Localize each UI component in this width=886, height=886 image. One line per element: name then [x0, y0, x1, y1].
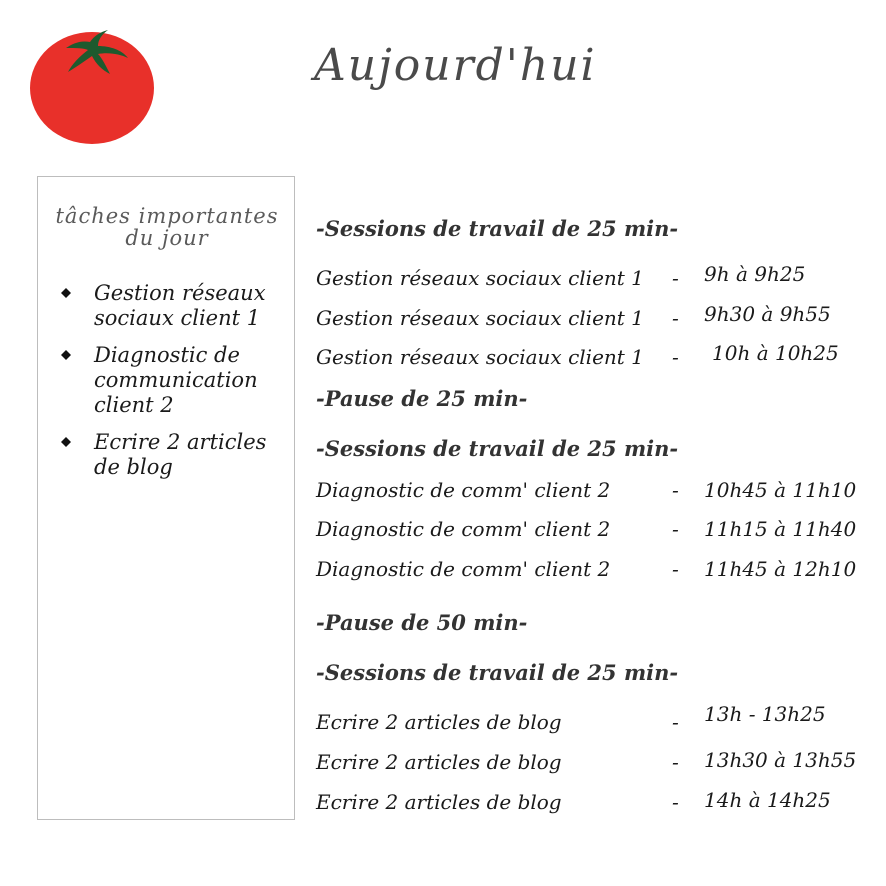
- session-heading: -Sessions de travail de 25 min-: [316, 216, 679, 241]
- diamond-bullet-icon: [60, 287, 72, 299]
- schedule-dash: -: [672, 557, 679, 581]
- schedule-dash: -: [672, 750, 679, 774]
- task-list: [56, 281, 288, 492]
- task-item: [56, 281, 288, 331]
- schedule-dash: -: [672, 790, 679, 814]
- schedule-task: Ecrire 2 articles de blog: [316, 790, 562, 814]
- task-item: [56, 430, 288, 480]
- schedule-dash: -: [672, 710, 679, 734]
- session-heading: -Sessions de travail de 25 min-: [316, 436, 679, 461]
- session-heading: -Sessions de travail de 25 min-: [316, 660, 679, 685]
- task-line: Ecrire 2 articles: [94, 430, 267, 454]
- panel-title: [46, 205, 288, 249]
- schedule-dash: -: [672, 345, 679, 369]
- important-tasks-panel: [37, 176, 295, 820]
- task-line: communication: [94, 368, 258, 392]
- schedule-task: Ecrire 2 articles de blog: [316, 710, 562, 734]
- schedule: [316, 0, 876, 886]
- schedule-time: 13h - 13h25: [704, 702, 826, 726]
- schedule-task: Gestion réseaux sociaux client 1: [316, 266, 644, 290]
- task-line: client 2: [94, 393, 174, 417]
- schedule-task: Gestion réseaux sociaux client 1: [316, 306, 644, 330]
- schedule-time: 14h à 14h25: [704, 788, 831, 812]
- task-line: de blog: [94, 455, 173, 479]
- panel-title-line1: tâches importantes: [55, 204, 279, 228]
- schedule-time: 10h45 à 11h10: [704, 478, 857, 502]
- task-item: [56, 343, 288, 418]
- schedule-time: 9h à 9h25: [704, 262, 806, 286]
- schedule-task: Diagnostic de comm' client 2: [316, 557, 611, 581]
- schedule-dash: -: [672, 306, 679, 330]
- schedule-task: Diagnostic de comm' client 2: [316, 517, 611, 541]
- schedule-dash: -: [672, 517, 679, 541]
- schedule-time: 11h15 à 11h40: [704, 517, 857, 541]
- panel-title-line2: du jour: [125, 226, 209, 250]
- schedule-dash: -: [672, 478, 679, 502]
- task-line: Gestion réseaux: [94, 281, 266, 305]
- diamond-bullet-icon: [60, 436, 72, 448]
- schedule-dash: -: [672, 266, 679, 290]
- diamond-bullet-icon: [60, 349, 72, 361]
- tomato-icon: [28, 26, 160, 146]
- page-title: Aujourd'hui: [314, 40, 597, 91]
- task-line: sociaux client 1: [94, 306, 261, 330]
- schedule-time: 13h30 à 13h55: [704, 748, 857, 772]
- pause-heading: -Pause de 50 min-: [316, 610, 528, 635]
- schedule-task: Diagnostic de comm' client 2: [316, 478, 611, 502]
- schedule-time: 9h30 à 9h55: [704, 302, 831, 326]
- schedule-task: Gestion réseaux sociaux client 1: [316, 345, 644, 369]
- task-line: Diagnostic de: [94, 343, 240, 367]
- schedule-time: 11h45 à 12h10: [704, 557, 857, 581]
- pause-heading: -Pause de 25 min-: [316, 386, 528, 411]
- schedule-task: Ecrire 2 articles de blog: [316, 750, 562, 774]
- schedule-time: 10h à 10h25: [712, 341, 839, 365]
